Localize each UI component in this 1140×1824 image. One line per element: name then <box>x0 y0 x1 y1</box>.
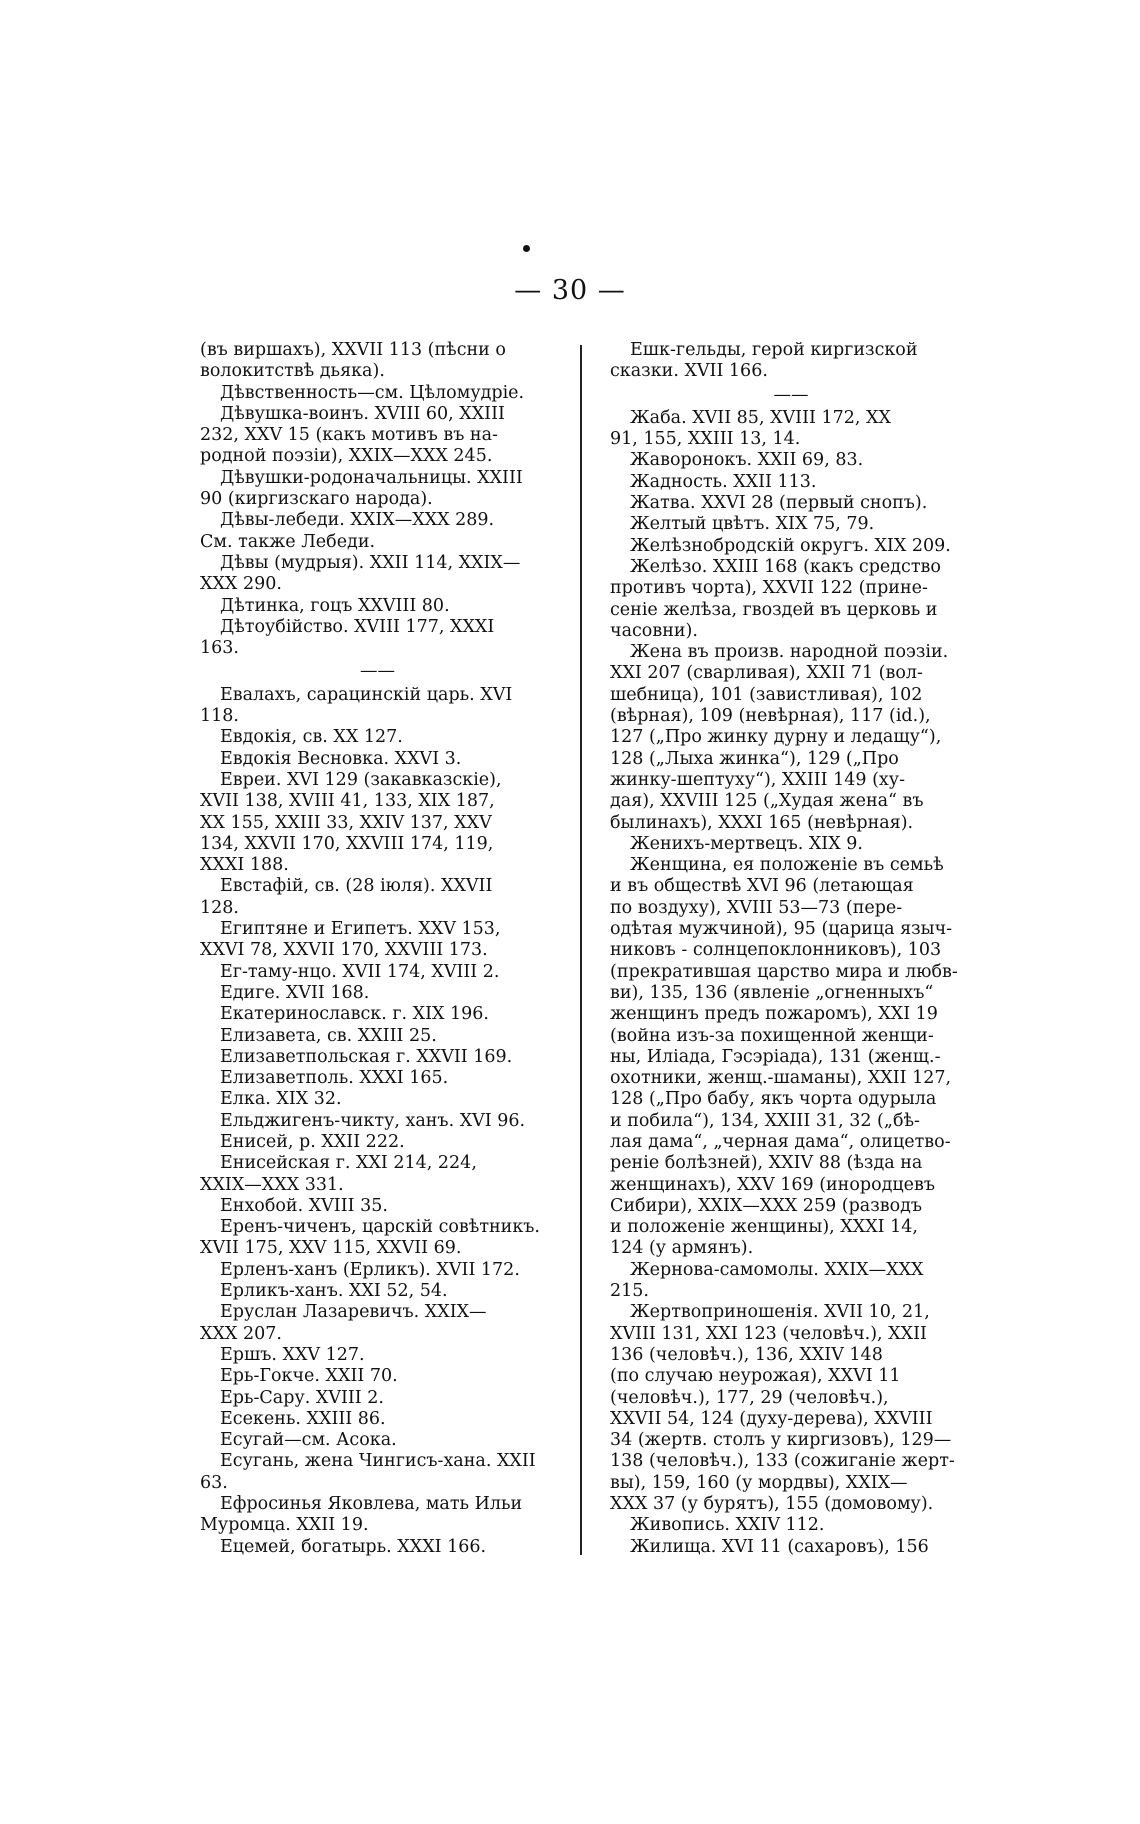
column-divider <box>580 345 582 1555</box>
right-column-line: 124 (у армянъ). <box>610 1238 754 1259</box>
right-column-line: Жаворонокъ. XXII 69, 83. <box>630 450 864 471</box>
right-column-line: одѣтая мужчиной), 95 (царица языч- <box>610 919 953 940</box>
right-column-line: охотники, женщ.-шаманы), XXII 127, <box>610 1068 952 1089</box>
right-column-line: дая), XXVIII 125 („Худая жена“ въ <box>610 791 924 812</box>
left-column-line: XXX 290. <box>200 574 282 595</box>
left-column-line: XVII 138, XVIII 41, 133, XIX 187, <box>200 791 495 812</box>
left-column-line: XVII 175, XXV 115, XXVII 69. <box>200 1238 462 1259</box>
left-column-line: XX 155, XXIII 33, XXIV 137, XXV <box>200 812 492 833</box>
right-column-line: 128 („Лыха жинка“), 129 („Про <box>610 748 899 769</box>
left-column-line: Екатеринославск. г. XIX 196. <box>220 1004 489 1025</box>
left-column-line: Дѣтоубійство. XVIII 177, XXXI <box>220 616 495 637</box>
left-column-line: 128. <box>200 897 239 918</box>
right-column-line: шебница), 101 (завистливая), 102 <box>610 684 923 705</box>
left-column-line: 118. <box>200 706 239 727</box>
left-column-line: 63. <box>200 1472 228 1493</box>
right-column-line: и въ обществѣ XVI 96 (летающая <box>610 876 914 897</box>
right-column-line: 128 („Про бабу, якъ чорта одурыла <box>610 1089 937 1110</box>
right-column-line: Женихъ-мертвецъ. XIX 9. <box>630 833 863 854</box>
right-column <box>610 340 972 1558</box>
left-column-line: Едиге. XVII 168. <box>220 982 370 1003</box>
left-column-line: Елка. XIX 32. <box>220 1089 342 1110</box>
right-column-line: 215. <box>610 1281 649 1302</box>
right-column-line: (по случаю неурожая), XXVI 11 <box>610 1366 901 1387</box>
right-column-line: жинку-шептуху“), XXIII 149 (ху- <box>610 769 905 790</box>
left-column-line: Ерь-Сару. XVIII 2. <box>220 1387 384 1408</box>
right-column-line: (прекратившая царство мира и любв- <box>610 961 958 982</box>
left-column-line: Енисей, р. XXII 222. <box>220 1131 405 1152</box>
right-column-line: (вѣрная), 109 (невѣрная), 117 (id.), <box>610 706 931 727</box>
right-column-line: лая дама“, „черная дама“, олицетво- <box>610 1131 951 1152</box>
left-column-line: волокитствѣ дьяка). <box>200 361 385 382</box>
right-column-line: по воздуху), XVIII 53—73 (пере- <box>610 897 903 918</box>
right-column-line: ви), 135, 136 (явленіе „огненныхъ“ <box>610 982 934 1003</box>
left-column-line: Ефросинья Яковлева, мать Ильи <box>220 1494 523 1515</box>
right-column-line: реніе болѣзней), XXIV 88 (ѣзда на <box>610 1153 923 1174</box>
left-column-line: Дѣвушки-родоначальницы. XXIII <box>220 467 523 488</box>
right-column-line: 34 (жертв. столъ у киргизовъ), 129— <box>610 1430 952 1451</box>
left-column-line: Дѣвушка-воинъ. XVIII 60, XXIII <box>220 403 505 424</box>
left-column-line: Евстафій, св. (28 іюля). XXVII <box>220 876 493 897</box>
left-column-line: Енхобой. XVIII 35. <box>220 1195 388 1216</box>
left-column-line: XXX 207. <box>200 1323 282 1344</box>
page-number: — 30 — <box>514 275 626 306</box>
left-column-line: XXXI 188. <box>200 855 289 876</box>
right-column-line: Жернова-самомолы. XXIX—XXX <box>630 1259 924 1280</box>
right-column-line: женщинахъ), XXV 169 (инородцевъ <box>610 1174 935 1195</box>
right-column-line: 91, 155, XXIII 13, 14. <box>610 429 801 450</box>
right-column-line: XXX 37 (у бурятъ), 155 (домовому). <box>610 1494 934 1515</box>
right-column-line: вы), 159, 160 (у мордвы), XXIX— <box>610 1472 908 1493</box>
left-column-line: XXVI 78, XXVII 170, XXVIII 173. <box>200 940 488 961</box>
left-column-line: Дѣтинка, гоцъ XXVIII 80. <box>220 595 450 616</box>
left-column <box>200 340 555 1558</box>
right-column-line: Жена въ произв. народной поэзіи. <box>630 642 949 663</box>
left-column-line: Ельджигенъ-чикту, ханъ. XVI 96. <box>220 1110 526 1131</box>
right-column-line: Жертвоприношенія. XVII 10, 21, <box>630 1302 930 1323</box>
left-column-line: 163. <box>200 638 239 659</box>
right-column-line: 136 (человѣч.), 136, XXIV 148 <box>610 1344 883 1365</box>
left-column-line: Еруслан Лазаревичъ. XXIX— <box>220 1302 487 1323</box>
right-column-line: 138 (человѣч.), 133 (сожиганіе жерт- <box>610 1451 955 1472</box>
left-column-line: Есугай—см. Асока. <box>220 1430 397 1451</box>
right-column-line: Желѣзнобродскій округъ. XIX 209. <box>630 535 951 556</box>
right-column-line: Желѣзо. XXIII 168 (какъ средство <box>630 556 941 577</box>
left-column-line: XXIX—XXX 331. <box>200 1174 344 1195</box>
left-column-line: Египтяне и Египетъ. XXV 153, <box>220 919 501 940</box>
left-column-line: Есекень. XXIII 86. <box>220 1408 386 1429</box>
right-column-line: (война изъ-за похищенной женщи- <box>610 1025 934 1046</box>
left-column-line: Ецемей, богатырь. XXXI 166. <box>220 1536 487 1557</box>
left-column-line: Ершъ. XXV 127. <box>220 1344 365 1365</box>
left-column-line: Елизавета, св. XXIII 25. <box>220 1025 437 1046</box>
left-column-line: Енисейская г. XXI 214, 224, <box>220 1153 477 1174</box>
left-column-line: Евдокія, св. XX 127. <box>220 727 403 748</box>
right-column-line: противъ чорта), XXVII 122 (прине- <box>610 578 928 599</box>
left-column-line: Ерь-Гокче. XXII 70. <box>220 1366 398 1387</box>
right-column-line: ны, Иліада, Гэсэріада), 131 (женщ.- <box>610 1046 941 1067</box>
right-column-line: никовъ - солнцепоклонниковъ), 103 <box>610 940 942 961</box>
left-column-line: (въ виршахъ), XXVII 113 (пѣсни о <box>200 340 506 360</box>
right-column-line: Живопись. XXIV 112. <box>630 1515 825 1536</box>
left-column-line: Ег-таму-нцо. XVII 174, XVIII 2. <box>220 961 500 982</box>
section-separator: —— <box>773 384 809 405</box>
left-column-line: Дѣвы (мудрыя). XXII 114, XXIX— <box>220 552 521 573</box>
right-column-line: Жаба. XVII 85, XVIII 172, XX <box>630 407 891 428</box>
right-column-line: былинахъ), XXXI 165 (невѣрная). <box>610 812 914 833</box>
right-column-line: сеніе желѣза, гвоздей въ церковь и <box>610 599 938 620</box>
right-column-line: Ешк-гельды, герой киргизской <box>630 340 918 360</box>
left-column-line: родной поэзіи), XXIX—XXX 245. <box>200 446 493 467</box>
left-column-line: Евреи. XVI 129 (закавказскіе), <box>220 769 502 790</box>
left-column-line: Еренъ-чиченъ, царскій совѣтникъ. <box>220 1217 540 1238</box>
left-column-line: Ерликъ-ханъ. XXI 52, 54. <box>220 1281 448 1302</box>
right-column-line: Жатва. XXVI 28 (первый снопъ). <box>630 493 928 514</box>
left-column-line: Есугань, жена Чингисъ-хана. XXII <box>220 1451 536 1472</box>
right-column-line: 127 („Про жинку дурну и ледащу“), <box>610 727 942 748</box>
right-column-line: XXVII 54, 124 (духу-дерева), XXVIII <box>610 1408 933 1429</box>
left-column-line: Елизаветполь. XXXI 165. <box>220 1068 449 1089</box>
right-column-line: женщинъ предъ пожаромъ), XXI 19 <box>610 1004 938 1025</box>
left-column-line: 90 (киргизскаго народа). <box>200 489 433 510</box>
left-column-line: 134, XXVII 170, XXVIII 174, 119, <box>200 833 494 854</box>
left-column-line: Дѣвы-лебеди. XXIX—XXX 289. <box>220 510 495 531</box>
right-column-line: Женщина, ея положеніе въ семьѣ <box>630 855 944 876</box>
left-column-line: Евалахъ, сарацинскій царь. XVI <box>220 684 513 705</box>
right-column-line: Жадность. XXII 113. <box>630 471 817 492</box>
right-column-line: Жилища. XVI 11 (сахаровъ), 156 <box>630 1536 929 1557</box>
left-column-line: Евдокія Весновка. XXVI 3. <box>220 748 462 769</box>
section-separator: —— <box>360 661 395 682</box>
right-column-line: XXI 207 (сварливая), XXII 71 (вол- <box>610 663 923 684</box>
left-column-line: Дѣвственность—см. Цѣломудріе. <box>220 382 525 403</box>
right-column-line: Желтый цвѣтъ. XIX 75, 79. <box>630 514 875 535</box>
left-column-line: Ерленъ-ханъ (Ерликъ). XVII 172. <box>220 1259 520 1280</box>
right-column-line: и положеніе женщины), XXXI 14, <box>610 1217 918 1238</box>
left-column-line: Елизаветпольская г. XXVII 169. <box>220 1046 513 1067</box>
right-column-line: сказки. XVII 166. <box>610 361 768 382</box>
left-column-line: 232, XXV 15 (какъ мотивъ въ на- <box>200 425 498 446</box>
left-column-line: См. также Лебеди. <box>200 531 376 552</box>
left-column-line: Муромца. XXII 19. <box>200 1515 369 1536</box>
printed-dot-mark <box>523 245 530 252</box>
right-column-line: XVIII 131, XXI 123 (человѣч.), XXII <box>610 1323 927 1344</box>
right-column-line: часовни). <box>610 620 698 641</box>
right-column-line: Сибири), XXIX—XXX 259 (разводъ <box>610 1195 923 1216</box>
right-column-line: (человѣч.), 177, 29 (человѣч.), <box>610 1387 889 1408</box>
right-column-line: и побила“), 134, XXIII 31, 32 („бѣ- <box>610 1110 920 1131</box>
